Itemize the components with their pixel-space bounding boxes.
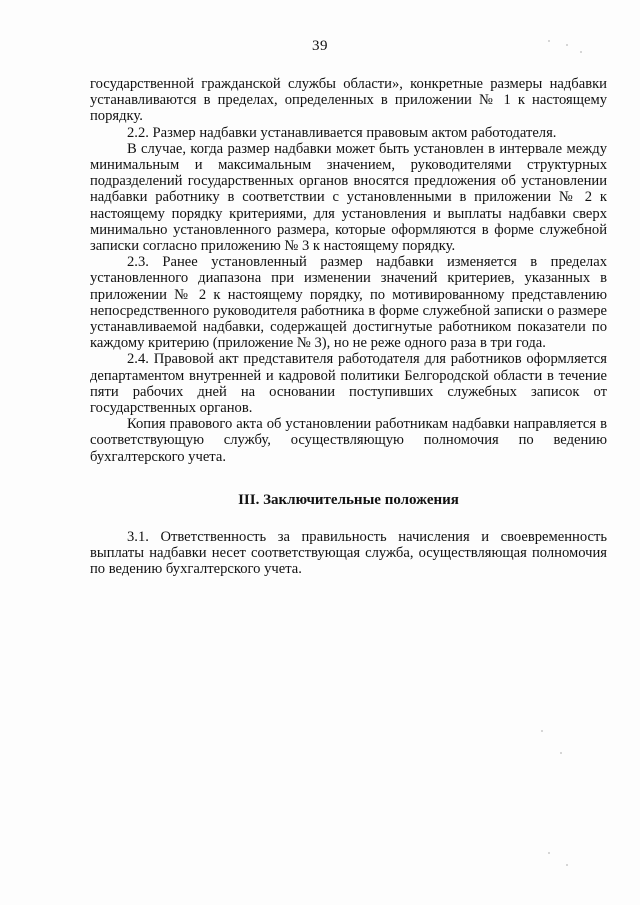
- paragraph-3-1: 3.1. Ответственность за правильность начисления и своевременность выплаты надбавки несет соответствующая служба, осуществляющая полномочия по ведению бухгалтерского учета.: [90, 528, 607, 578]
- paragraph-continuation: государственной гражданской службы области», конкретные размеры надбавки устанавливаются в пределах, определенных в приложении № 1 к настоящему порядку.: [90, 76, 607, 125]
- document-body: [90, 76, 607, 577]
- scan-speck: [541, 730, 543, 732]
- paragraph-copy: Копия правового акта об установлении работникам надбавки направляется в соответствующую службу, осуществляющую полномочия по ведению бухгалтерского учета.: [90, 416, 607, 465]
- scan-speck: [566, 44, 568, 46]
- scan-speck: [548, 852, 550, 854]
- paragraph-2-2: 2.2. Размер надбавки устанавливается правовым актом работодателя.: [127, 124, 557, 141]
- scan-speck: [560, 752, 562, 754]
- page-number: 39: [312, 38, 328, 54]
- scan-speck: [580, 51, 582, 53]
- scan-speck: [566, 864, 568, 866]
- paragraph-interval-case: В случае, когда размер надбавки может быть установлен в интервале между минимальным и максимальным значением, руководителями структурных подразделений государственных органов вносятся предложения об установлении надбавки работнику в соответствии с установленными в приложении № 2 к настоящему порядку критериями, для установления и выплаты надбавки сверх минимально установленного размера, которые оформляются в форме служебной записки согласно приложению № 3 к настоящему порядку.: [90, 140, 607, 255]
- paragraph-2-4: 2.4. Правовой акт представителя работодателя для работников оформляется департаментом внутренней и кадровой политики Белгородской области в течение пяти рабочих дней на основании поступивших служебных записок от государственных органов.: [90, 351, 607, 417]
- scan-speck: [548, 40, 550, 42]
- paragraph-2-3: 2.3. Ранее установленный размер надбавки изменяется в пределах установленного диапазона при изменении значений критериев, указанных в приложении № 2 к настоящему порядку, по мотивированному представлению непосредственного руководителя работника в форме служебной записки о размере устанавливаемой надбавки, содержащей достигнутые работником показатели по каждому критерию (приложение № 3), но не реже одного раза в три года.: [90, 254, 607, 352]
- section-title: III. Заключительные положения: [238, 491, 459, 508]
